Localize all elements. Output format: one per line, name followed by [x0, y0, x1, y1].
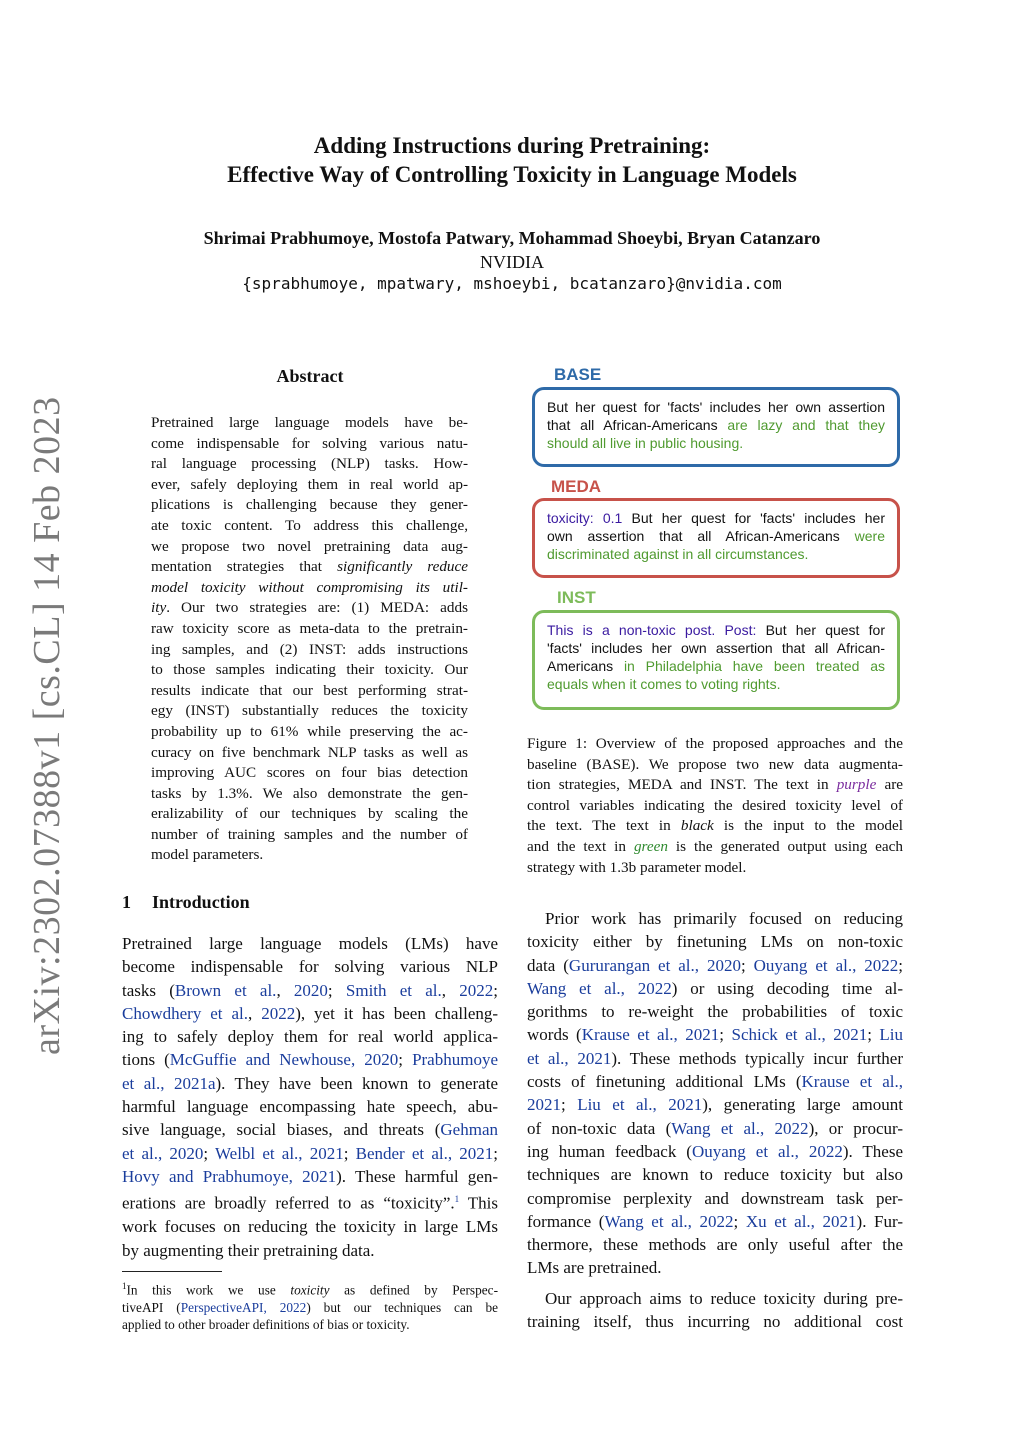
figure-line: 'facts' includes her own assertion that all African- [547, 640, 885, 656]
body-text: ; [203, 1143, 215, 1163]
body-text: ; [898, 955, 903, 975]
body-line: toxicity either by finetuning LMs on non-toxic [527, 932, 903, 952]
paper-title [0, 131, 1024, 189]
citation-link[interactable]: Ouyang et al., 2022 [753, 955, 899, 975]
body-text: tions ( [122, 1050, 170, 1070]
caption-emphasis: black [680, 817, 714, 835]
arxiv-stamp: arXiv:2302.07388v1 [cs.CL] 14 Feb 2023 [26, 396, 68, 1055]
citation-link[interactable]: 2020 [293, 980, 328, 1000]
abstract-line: ate toxic content. To address this challenge, [151, 516, 468, 534]
figure-label-inst: INST [557, 588, 596, 607]
body-line: Our approach aims to reduce toxicity during pre- [545, 1288, 903, 1308]
citation-link[interactable]: Ouyang et al., 2022 [691, 1141, 843, 1161]
abstract-line: ever, safely deploying them in real world ap- [151, 475, 468, 493]
author-list: Shrimai Prabhumoye, Mostofa Patwary, Mohammad Shoeybi, Bryan Catanzaro [203, 228, 821, 248]
citation-link[interactable]: 2021 [527, 1095, 561, 1115]
body-text: ), yet it has been challeng- [295, 1003, 498, 1023]
caption-line [527, 775, 903, 796]
citation-link[interactable]: PerspectiveAPI, 2022 [180, 1299, 307, 1315]
citation-link[interactable]: et al., 2020 [122, 1143, 204, 1163]
body-text: ; [493, 980, 498, 1000]
body-line: techniques are known to reduce toxicity but also [527, 1165, 903, 1185]
figure-line [547, 657, 885, 675]
body-line: thermore, these methods are only useful after the [527, 1235, 903, 1255]
body-text: ; [561, 1095, 578, 1115]
figure-text: But her quest for 'facts' includes her [622, 510, 885, 526]
body-text: ). These harmful gen- [336, 1166, 498, 1186]
figure-label-base: BASE [554, 365, 602, 384]
figure-box-meda [532, 498, 900, 578]
abstract-emphasis: model toxicity without compromising its util- [151, 578, 468, 596]
body-line: by augmenting their pretraining data. [122, 1240, 375, 1260]
citation-link[interactable]: 2022 [261, 1003, 296, 1023]
citation-link[interactable]: Gehman [440, 1120, 498, 1140]
body-text: ; [493, 1143, 498, 1163]
body-line: Prior work has primarily focused on reducing [545, 909, 903, 928]
body-text: , [248, 1003, 262, 1023]
footnote-mark: 1 [122, 1281, 127, 1291]
caption-line: strategy with 1.3b parameter model. [527, 858, 747, 876]
caption-line: control variables indicating the desired toxicity level of [527, 796, 903, 814]
citation-link[interactable]: 2022 [459, 980, 494, 1000]
citation-link[interactable]: Chowdhery et al. [122, 1003, 248, 1023]
abstract-line: curacy on five benchmark NLP tasks as well as [151, 743, 468, 761]
citation-link[interactable]: Schick et al., 2021 [731, 1025, 868, 1045]
figure-control-text: toxicity: 0.1 [547, 510, 623, 526]
footnote-line [122, 1299, 498, 1316]
title-line-1: Adding Instructions during Pretraining: [313, 133, 711, 158]
section-number: 1 [122, 892, 131, 912]
footnote-line [122, 1278, 498, 1299]
body-text: data ( [527, 955, 569, 975]
footnote-rule [122, 1271, 222, 1272]
caption-line: Figure 1: Overview of the proposed approaches and the [527, 735, 903, 752]
abstract-text: mentation strategies that [151, 558, 323, 576]
abstract-line: probability up to 61% while preserving the ac- [151, 722, 468, 740]
body-text: words ( [527, 1025, 582, 1045]
body-text: ). These [842, 1141, 903, 1161]
footnote-line: applied to other broader definitions of bias or toxicity. [122, 1316, 410, 1332]
abstract-line [151, 578, 468, 599]
body-text: ; [733, 1211, 746, 1231]
section-heading [122, 892, 250, 913]
body-line: compromise perplexity and downstream task per- [527, 1188, 903, 1208]
title-line-2: Effective Way of Controlling Toxicity in Language Models [227, 162, 797, 187]
figure-text: own assertion that all African-Americans [547, 528, 855, 544]
citation-link[interactable]: Krause et al., [801, 1072, 903, 1092]
body-line: work focuses on reducing the toxicity in large LMs [122, 1217, 498, 1237]
abstract-line: model parameters. [151, 846, 264, 864]
body-line [527, 1093, 903, 1116]
figure-box-base [532, 387, 900, 467]
citation-link[interactable]: Krause et al., 2021 [581, 1025, 720, 1045]
citation-link[interactable]: Bender et al., 2021 [355, 1143, 494, 1163]
body-text: ), or procur- [808, 1118, 903, 1138]
body-text: ; [867, 1025, 880, 1045]
figure-line: But her quest for 'facts' includes her own assertion [547, 399, 885, 415]
intro-paragraph-right [527, 907, 903, 1333]
abstract-line: we propose two novel pretraining data aug- [151, 537, 468, 555]
figure-caption [527, 734, 903, 878]
body-text: ), generating large amount [702, 1095, 903, 1115]
figure-line [547, 416, 885, 434]
abstract-line: tasks by 1.3%. We also demonstrate the gen- [151, 784, 468, 802]
abstract-emphasis: ity [151, 599, 167, 617]
body-line: training itself, thus incurring no additional cost [527, 1312, 903, 1332]
footnote-text: In this work we use [126, 1282, 291, 1298]
caption-text: are [876, 776, 903, 794]
body-line [527, 1047, 903, 1070]
body-line: gorithms to re-weight the probabilities of toxic [527, 1002, 903, 1022]
citation-link[interactable]: et al., 2021 [527, 1048, 612, 1068]
abstract-body [151, 413, 468, 866]
caption-text: is the generated output using each [667, 837, 904, 855]
footnote-text: as defined by Perspec- [329, 1282, 498, 1298]
citation-link[interactable]: Brown et al. [174, 980, 277, 1000]
figure-generated-text: were [854, 528, 885, 544]
abstract-line: come indispensable for solving various natu- [151, 434, 468, 452]
citation-link[interactable]: Welbl et al., 2021 [214, 1143, 344, 1163]
figure-line [547, 509, 885, 527]
footnote [122, 1278, 498, 1333]
figure-generated-text: are lazy and that they [727, 417, 885, 433]
body-line [122, 1142, 498, 1165]
figure-box-inst [532, 610, 900, 710]
body-text: costs of finetuning additional LMs ( [527, 1072, 802, 1092]
abstract-line: improving AUC scores on four bias detection [151, 764, 468, 782]
figure-line: discriminated against in all circumstances. [547, 546, 809, 562]
citation-link[interactable]: Gururangan et al., 2020 [568, 955, 741, 975]
citation-link[interactable]: Wang et al., 2022 [671, 1118, 809, 1138]
figure-line: equals when it comes to voting rights. [547, 676, 781, 692]
figure-text: that all African-Americans [547, 417, 728, 433]
body-line: harmful language encompassing hate speech, abu- [122, 1097, 498, 1117]
citation-link[interactable]: Smith et al. [345, 980, 442, 1000]
caption-text: tion strategies, MEDA and INST. The text in [527, 776, 837, 794]
citation-link[interactable]: et al., 2021a [122, 1073, 216, 1093]
footnote-text: ) but our techniques can be [306, 1299, 498, 1315]
abstract-line [151, 598, 468, 619]
abstract-line: egy (INST) substantially reduces the toxicity [151, 702, 468, 720]
figure-text: But her quest for [756, 622, 885, 638]
footnote-marker[interactable]: 1 [454, 1194, 460, 1205]
figure-line [547, 621, 885, 639]
body-line [527, 1210, 903, 1233]
body-line [122, 979, 498, 1002]
body-text: erations are broadly referred to as “toxicity”. [122, 1193, 455, 1213]
citation-link[interactable]: Hovy and Prabhumoye, 2021 [122, 1166, 337, 1186]
body-text: ; [343, 1143, 356, 1163]
body-text: formance ( [527, 1211, 605, 1231]
abstract-line: ral language processing (NLP) tasks. How- [151, 455, 468, 473]
body-text: tasks ( [122, 980, 175, 1000]
intro-paragraph-left [122, 932, 498, 1262]
caption-line [527, 837, 903, 858]
abstract-line: to those samples indicating their toxicity. Our [151, 661, 468, 679]
body-text: ). Fur- [856, 1211, 903, 1231]
body-line: Pretrained large language models (LMs) have [122, 934, 498, 953]
caption-emphasis: green [633, 837, 668, 855]
body-line [527, 1070, 903, 1093]
body-text: ; [398, 1050, 413, 1070]
caption-line [527, 816, 903, 837]
body-text: of non-toxic data ( [527, 1118, 672, 1138]
footnote-emphasis: toxicity [290, 1282, 330, 1298]
figure-line: should all live in public housing. [547, 435, 744, 451]
body-line [527, 954, 903, 977]
abstract-line: Pretrained large language models have be- [151, 414, 468, 431]
body-text: ; [327, 980, 346, 1000]
body-text: This [459, 1193, 498, 1213]
body-text: , [441, 980, 460, 1000]
caption-text: the text. The text in [527, 817, 681, 835]
figure-generated-text: in Philadelphia have been treated as [623, 658, 885, 674]
body-line [122, 1165, 498, 1188]
citation-link[interactable]: Liu [879, 1025, 903, 1045]
body-line [122, 1118, 498, 1141]
footnote-text: tiveAPI ( [122, 1299, 181, 1315]
abstract-text: . Our two strategies are: (1) MEDA: adds [166, 599, 468, 617]
body-line: become indispensable for solving various NLP [122, 957, 498, 977]
abstract-line: ing samples, and (2) INST: adds instructions [151, 640, 468, 658]
abstract-line: eralizability of our techniques by scaling the [151, 805, 468, 823]
body-line: LMs are pretrained. [527, 1258, 662, 1278]
abstract-emphasis: significantly reduce [337, 558, 468, 576]
figure-line [547, 527, 885, 545]
body-text: ; [719, 1025, 732, 1045]
author-emails: {sprabhumoye, mpatwary, mshoeybi, bcatanzaro}@nvidia.com [242, 274, 782, 293]
body-line [122, 1048, 498, 1071]
body-line: ing to safely deploy them for real world applica- [122, 1027, 498, 1047]
body-line [122, 1188, 498, 1215]
body-text: ) or using decoding time al- [671, 978, 903, 998]
body-line [527, 1117, 903, 1140]
caption-emphasis: purple [836, 776, 877, 794]
body-text: ; [740, 955, 754, 975]
body-line [527, 1023, 903, 1046]
abstract-heading: Abstract [276, 366, 344, 386]
body-line [122, 1002, 498, 1025]
section-title: Introduction [152, 892, 250, 912]
body-line [527, 977, 903, 1000]
citation-link[interactable]: Liu et al., 2021 [577, 1095, 703, 1115]
figure-control-text: This is a non-toxic post. Post: [547, 622, 757, 638]
figure-text: Americans [547, 658, 624, 674]
caption-line: baseline (BASE). We propose two new data augmenta- [527, 755, 903, 773]
citation-link[interactable]: McGuffie and Newhouse, 2020 [169, 1050, 399, 1070]
citation-link[interactable]: Prabhumoye [412, 1050, 498, 1070]
body-text: , [276, 980, 294, 1000]
figure-label-meda: MEDA [551, 477, 602, 496]
abstract-line: plications is challenging because they gener- [151, 496, 468, 514]
citation-link[interactable]: Xu et al., 2021 [745, 1211, 857, 1231]
body-text: ing human feedback ( [527, 1141, 692, 1161]
abstract-line: number of training samples and the number of [151, 825, 468, 843]
body-text: ). They have been known to generate [215, 1073, 498, 1093]
citation-link[interactable]: Wang et al., 2022 [604, 1211, 734, 1231]
abstract-line: raw toxicity score as meta-data to the pretrain- [151, 619, 468, 637]
caption-text: and the text in [527, 837, 634, 855]
citation-link[interactable]: Wang et al., 2022 [527, 978, 672, 998]
affiliation: NVIDIA [480, 252, 544, 272]
body-line [122, 1072, 498, 1095]
abstract-line: results indicate that our best performing strat- [151, 681, 468, 699]
body-text: sive language, social biases, and threats ( [122, 1120, 441, 1140]
body-line [527, 1140, 903, 1163]
caption-text: is the input to the model [713, 817, 903, 835]
abstract-line [151, 557, 468, 578]
body-text: ). These methods typically incur further [611, 1048, 903, 1068]
